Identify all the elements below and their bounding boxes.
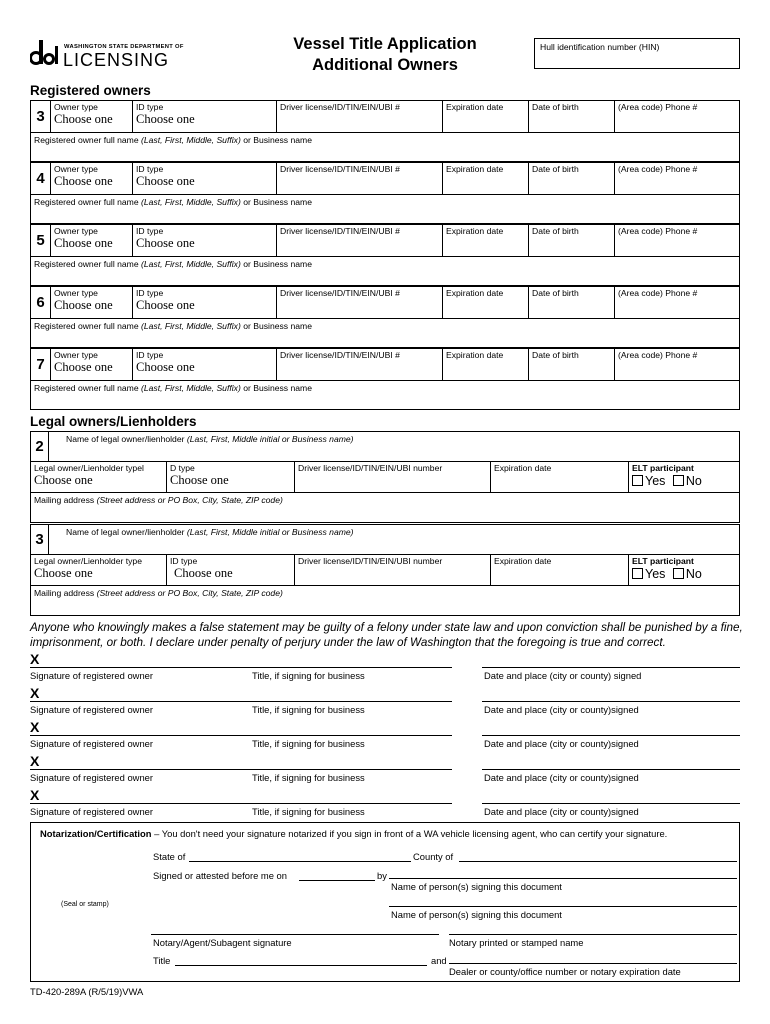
id-type-field[interactable] bbox=[133, 349, 277, 380]
date-place-field[interactable] bbox=[482, 803, 740, 804]
owner-number: 4 bbox=[31, 163, 51, 194]
printed-name-label: Notary printed or stamped name bbox=[449, 937, 584, 948]
expiration-date-field[interactable] bbox=[443, 287, 529, 318]
owner-type-label: Owner type bbox=[54, 226, 98, 236]
owner-name-label: Registered owner full name bbox=[34, 259, 141, 269]
date-of-birth-field[interactable] bbox=[529, 101, 615, 132]
id-type-select[interactable]: Choose one bbox=[136, 298, 195, 312]
title-field[interactable] bbox=[175, 965, 427, 966]
phone-label: (Area code) Phone # bbox=[618, 102, 698, 112]
owner-name-field[interactable] bbox=[31, 380, 739, 410]
signed-on-label: Signed or attested before me on bbox=[153, 870, 287, 881]
lienholder-number: 2 bbox=[31, 432, 49, 462]
owner-name-format: (Last, First, Middle, Suffix) bbox=[141, 259, 241, 269]
signature-x-mark: X bbox=[30, 753, 40, 769]
owner-name-field[interactable] bbox=[31, 132, 739, 162]
lienholder-type-select[interactable]: Choose one bbox=[34, 566, 93, 580]
owner-number: 5 bbox=[31, 225, 51, 256]
notary-section bbox=[30, 822, 740, 982]
phone-field[interactable] bbox=[615, 163, 739, 194]
date-place-label: Date and place (city or county)signed bbox=[484, 806, 639, 817]
phone-label: (Area code) Phone # bbox=[618, 164, 698, 174]
owner-signature-label: Signature of registered owner bbox=[30, 806, 153, 817]
lienholder-number: 3 bbox=[31, 525, 49, 555]
lienholder-exp-label: Expiration date bbox=[494, 463, 552, 473]
elt-field bbox=[629, 462, 739, 492]
id-type-label: ID type bbox=[136, 350, 164, 360]
mailing-address-field[interactable] bbox=[31, 585, 739, 616]
lienholder-name-field[interactable] bbox=[31, 432, 739, 462]
elt-yes-checkbox[interactable] bbox=[632, 568, 643, 579]
owner-signature-field[interactable] bbox=[30, 735, 452, 736]
owner-name-format: (Last, First, Middle, Suffix) bbox=[141, 321, 241, 331]
lienholder-name-label bbox=[66, 434, 354, 444]
title-label: Title bbox=[153, 955, 171, 966]
expiration-date-label: Expiration date bbox=[446, 164, 504, 174]
owner-name-label: Registered owner full name bbox=[34, 321, 141, 331]
date-of-birth-label: Date of birth bbox=[532, 226, 579, 236]
page-title bbox=[250, 34, 520, 76]
owner-name-format: (Last, First, Middle, Suffix) bbox=[141, 197, 241, 207]
owner-name-or: or Business name bbox=[240, 197, 312, 207]
owner-number: 6 bbox=[31, 287, 51, 318]
lienholder-name-label-a: Name of legal owner/lienholder bbox=[66, 434, 187, 444]
elt-no-label: No bbox=[685, 567, 702, 581]
owner-signature-field[interactable] bbox=[30, 769, 452, 770]
date-place-field[interactable] bbox=[482, 769, 740, 770]
dl-number-label: Driver license/ID/TIN/EIN/UBI # bbox=[280, 226, 400, 236]
dl-number-label: Driver license/ID/TIN/EIN/UBI # bbox=[280, 350, 400, 360]
owner-type-label: Owner type bbox=[54, 350, 98, 360]
date-of-birth-field[interactable] bbox=[529, 349, 615, 380]
date-of-birth-label: Date of birth bbox=[532, 350, 579, 360]
phone-label: (Area code) Phone # bbox=[618, 226, 698, 236]
id-type-label: ID type bbox=[136, 102, 164, 112]
dealer-number-field[interactable] bbox=[449, 963, 737, 964]
owner-name-or: or Business name bbox=[240, 135, 312, 145]
elt-no-label: No bbox=[685, 474, 702, 488]
registered-owner-row bbox=[30, 286, 740, 348]
expiration-date-label: Expiration date bbox=[446, 288, 504, 298]
business-title-label: Title, if signing for business bbox=[252, 772, 365, 783]
dl-number-field[interactable] bbox=[277, 101, 443, 132]
lienholder-id-type-field[interactable] bbox=[167, 462, 295, 492]
mailing-address-label: Mailing address bbox=[34, 588, 97, 598]
state-label: State of bbox=[153, 851, 186, 862]
id-type-select[interactable]: Choose one bbox=[136, 236, 195, 250]
elt-yes-label: Yes bbox=[645, 567, 666, 581]
county-field[interactable] bbox=[459, 861, 737, 862]
phone-field[interactable] bbox=[615, 225, 739, 256]
id-type-field[interactable] bbox=[133, 163, 277, 194]
dl-number-label: Driver license/ID/TIN/EIN/UBI # bbox=[280, 102, 400, 112]
owner-type-field[interactable] bbox=[51, 287, 133, 318]
elt-yes-checkbox[interactable] bbox=[632, 475, 643, 486]
hin-label: Hull identification number (HIN) bbox=[540, 42, 660, 52]
dl-number-field[interactable] bbox=[277, 163, 443, 194]
id-type-field[interactable] bbox=[133, 287, 277, 318]
date-of-birth-label: Date of birth bbox=[532, 288, 579, 298]
date-place-label: Date and place (city or county)signed bbox=[484, 772, 639, 783]
registered-owners-heading: Registered owners bbox=[30, 83, 151, 98]
lienholder-type-field[interactable] bbox=[31, 555, 167, 585]
business-title-label: Title, if signing for business bbox=[252, 806, 365, 817]
date-of-birth-label: Date of birth bbox=[532, 102, 579, 112]
date-place-field[interactable] bbox=[482, 735, 740, 736]
id-type-select[interactable]: Choose one bbox=[136, 112, 195, 126]
elt-no-checkbox[interactable] bbox=[673, 475, 684, 486]
signed-date-field[interactable] bbox=[299, 880, 375, 881]
phone-field[interactable] bbox=[615, 287, 739, 318]
dol-logo-icon bbox=[30, 38, 60, 68]
lienholder-type-label: Legal owner/Lienholder typel bbox=[34, 463, 144, 473]
expiration-date-field[interactable] bbox=[443, 349, 529, 380]
owner-type-select[interactable]: Choose one bbox=[54, 360, 113, 374]
id-type-select[interactable]: Choose one bbox=[136, 360, 195, 374]
form-number: TD-420-289A (R/5/19)VWA bbox=[30, 986, 144, 997]
expiration-date-field[interactable] bbox=[443, 101, 529, 132]
lienholder-name-label bbox=[66, 527, 354, 537]
owner-signature-field[interactable] bbox=[30, 667, 452, 668]
agent-signature-label: Notary/Agent/Subagent signature bbox=[153, 937, 292, 948]
id-type-label: ID type bbox=[136, 164, 164, 174]
date-of-birth-field[interactable] bbox=[529, 163, 615, 194]
agency-name-small: WASHINGTON STATE DEPARTMENT OF bbox=[64, 44, 184, 50]
date-of-birth-field[interactable] bbox=[529, 287, 615, 318]
lienholder-row bbox=[30, 524, 740, 616]
lienholder-dl-field[interactable] bbox=[295, 555, 491, 585]
lienholder-id-type-field[interactable] bbox=[167, 555, 295, 585]
owner-name-format: (Last, First, Middle, Suffix) bbox=[141, 135, 241, 145]
owner-number: 3 bbox=[31, 101, 51, 132]
agency-name-big: LICENSING bbox=[63, 50, 170, 70]
signature-x-mark: X bbox=[30, 719, 40, 735]
signature-x-mark: X bbox=[30, 651, 40, 667]
dl-number-label: Driver license/ID/TIN/EIN/UBI # bbox=[280, 288, 400, 298]
lienholder-id-type-label: D type bbox=[170, 463, 195, 473]
owner-type-select[interactable]: Choose one bbox=[54, 174, 113, 188]
lienholder-id-type-label: ID type bbox=[170, 556, 198, 566]
owner-signature-label: Signature of registered owner bbox=[30, 738, 153, 749]
phone-label: (Area code) Phone # bbox=[618, 350, 698, 360]
owner-signature-label: Signature of registered owner bbox=[30, 772, 153, 783]
elt-label: ELT participant bbox=[632, 463, 694, 473]
owner-type-field[interactable] bbox=[51, 225, 133, 256]
owner-name-label: Registered owner full name bbox=[34, 383, 141, 393]
phone-label: (Area code) Phone # bbox=[618, 288, 698, 298]
owner-type-select[interactable]: Choose one bbox=[54, 298, 113, 312]
title-line-2: Additional Owners bbox=[312, 56, 458, 74]
date-of-birth-label: Date of birth bbox=[532, 164, 579, 174]
dol-logo bbox=[30, 38, 184, 70]
owner-type-field[interactable] bbox=[51, 163, 133, 194]
expiration-date-label: Expiration date bbox=[446, 102, 504, 112]
signer-name-label: Name of person(s) signing this document bbox=[391, 881, 562, 892]
owner-name-field[interactable] bbox=[31, 318, 739, 348]
and-label: and bbox=[431, 955, 447, 966]
elt-label: ELT participant bbox=[632, 556, 694, 566]
notary-title: Notarization/Certification bbox=[40, 828, 152, 839]
lienholder-dl-field[interactable] bbox=[295, 462, 491, 492]
owner-type-label: Owner type bbox=[54, 102, 98, 112]
dl-number-field[interactable] bbox=[277, 225, 443, 256]
mailing-address-label: Mailing address bbox=[34, 495, 97, 505]
legal-owners-heading: Legal owners/Lienholders bbox=[30, 414, 197, 429]
seal-label: (Seal or stamp) bbox=[61, 901, 109, 908]
lienholder-type-field[interactable] bbox=[31, 462, 167, 492]
owner-name-field[interactable] bbox=[31, 194, 739, 224]
id-type-label: ID type bbox=[136, 288, 164, 298]
expiration-date-label: Expiration date bbox=[446, 226, 504, 236]
lienholder-row bbox=[30, 431, 740, 523]
elt-yes-label: Yes bbox=[645, 474, 666, 488]
county-label: County of bbox=[413, 851, 454, 862]
owner-type-field[interactable] bbox=[51, 349, 133, 380]
id-type-field[interactable] bbox=[133, 101, 277, 132]
business-title-label: Title, if signing for business bbox=[252, 670, 365, 681]
signer-name-label-2: Name of person(s) signing this document bbox=[391, 909, 562, 920]
owner-type-field[interactable] bbox=[51, 101, 133, 132]
id-type-label: ID type bbox=[136, 226, 164, 236]
lienholder-exp-field[interactable] bbox=[491, 462, 629, 492]
owner-name-label: Registered owner full name bbox=[34, 135, 141, 145]
date-place-field[interactable] bbox=[482, 701, 740, 702]
notary-text: – You don't need your signature notarized if you sign in front of a WA vehicle licensing agent, who can certify your signature. bbox=[151, 828, 668, 839]
by-label: by bbox=[377, 870, 387, 881]
owner-number: 7 bbox=[31, 349, 51, 380]
state-field[interactable] bbox=[189, 861, 411, 862]
owner-type-select[interactable]: Choose one bbox=[54, 112, 113, 126]
agent-signature-field[interactable] bbox=[151, 934, 439, 935]
signer-name-field-2[interactable] bbox=[389, 906, 737, 907]
lienholder-type-select[interactable]: Choose one bbox=[34, 473, 93, 487]
expiration-date-label: Expiration date bbox=[446, 350, 504, 360]
hin-field[interactable] bbox=[534, 38, 740, 69]
lienholder-type-label: Legal owner/Lienholder type bbox=[34, 556, 142, 566]
lienholder-exp-label: Expiration date bbox=[494, 556, 552, 566]
id-type-field[interactable] bbox=[133, 225, 277, 256]
title-line-1: Vessel Title Application bbox=[293, 35, 477, 53]
lienholder-dl-label: Driver license/ID/TIN/EIN/UBI number bbox=[298, 556, 443, 566]
owner-name-or: or Business name bbox=[240, 259, 312, 269]
owner-name-or: or Business name bbox=[240, 383, 312, 393]
owner-type-select[interactable]: Choose one bbox=[54, 236, 113, 250]
registered-owner-row bbox=[30, 224, 740, 286]
registered-owner-row bbox=[30, 348, 740, 410]
mailing-address-format: (Street address or PO Box, City, State, ZIP code) bbox=[96, 588, 283, 598]
id-type-select[interactable]: Choose one bbox=[136, 174, 195, 188]
phone-field[interactable] bbox=[615, 349, 739, 380]
signer-name-field[interactable] bbox=[389, 878, 737, 879]
owner-name-label: Registered owner full name bbox=[34, 197, 141, 207]
business-title-label: Title, if signing for business bbox=[252, 704, 365, 715]
registered-owner-row bbox=[30, 100, 740, 162]
owner-signature-field[interactable] bbox=[30, 701, 452, 702]
dl-number-field[interactable] bbox=[277, 349, 443, 380]
owner-type-label: Owner type bbox=[54, 288, 98, 298]
date-place-label: Date and place (city or county)signed bbox=[484, 738, 639, 749]
elt-no-checkbox[interactable] bbox=[673, 568, 684, 579]
owner-signature-label: Signature of registered owner bbox=[30, 704, 153, 715]
printed-name-field[interactable] bbox=[449, 934, 737, 935]
business-title-label: Title, if signing for business bbox=[252, 738, 365, 749]
lienholder-id-type-select[interactable]: Choose one bbox=[170, 473, 229, 487]
signature-x-mark: X bbox=[30, 787, 40, 803]
date-place-label: Date and place (city or county) signed bbox=[484, 670, 642, 681]
perjury-statement: Anyone who knowingly makes a false statement may be guilty of a felony under state law and upon conviction shall be punished by a fine, imprisonment, or both. I declare under penalty of perjury under the law of Washington that the foregoing is true and correct. bbox=[30, 621, 743, 649]
owner-name-or: or Business name bbox=[240, 321, 312, 331]
lienholder-name-label-b: (Last, First, Middle initial or Business name) bbox=[186, 527, 354, 537]
owner-signature-field[interactable] bbox=[30, 803, 452, 804]
expiration-date-field[interactable] bbox=[443, 225, 529, 256]
elt-field bbox=[629, 555, 739, 585]
mailing-address-field[interactable] bbox=[31, 492, 739, 523]
mailing-address-format: (Street address or PO Box, City, State, ZIP code) bbox=[96, 495, 283, 505]
registered-owner-row bbox=[30, 162, 740, 224]
signature-x-mark: X bbox=[30, 685, 40, 701]
date-place-label: Date and place (city or county)signed bbox=[484, 704, 639, 715]
lienholder-name-label-b: (Last, First, Middle initial or Business name) bbox=[186, 434, 354, 444]
expiration-date-field[interactable] bbox=[443, 163, 529, 194]
owner-name-format: (Last, First, Middle, Suffix) bbox=[141, 383, 241, 393]
lienholder-exp-field[interactable] bbox=[491, 555, 629, 585]
lienholder-name-field[interactable] bbox=[31, 525, 739, 555]
owner-signature-label: Signature of registered owner bbox=[30, 670, 153, 681]
date-place-field[interactable] bbox=[482, 667, 740, 668]
phone-field[interactable] bbox=[615, 101, 739, 132]
owner-type-label: Owner type bbox=[54, 164, 98, 174]
dealer-number-label: Dealer or county/office number or notary expiration date bbox=[449, 966, 681, 977]
date-of-birth-field[interactable] bbox=[529, 225, 615, 256]
owner-name-field[interactable] bbox=[31, 256, 739, 286]
lienholder-name-label-a: Name of legal owner/lienholder bbox=[66, 527, 187, 537]
lienholder-dl-label: Driver license/ID/TIN/EIN/UBI number bbox=[298, 463, 443, 473]
notary-heading bbox=[40, 828, 730, 839]
dl-number-label: Driver license/ID/TIN/EIN/UBI # bbox=[280, 164, 400, 174]
dl-number-field[interactable] bbox=[277, 287, 443, 318]
lienholder-id-type-select[interactable]: Choose one bbox=[174, 566, 233, 580]
